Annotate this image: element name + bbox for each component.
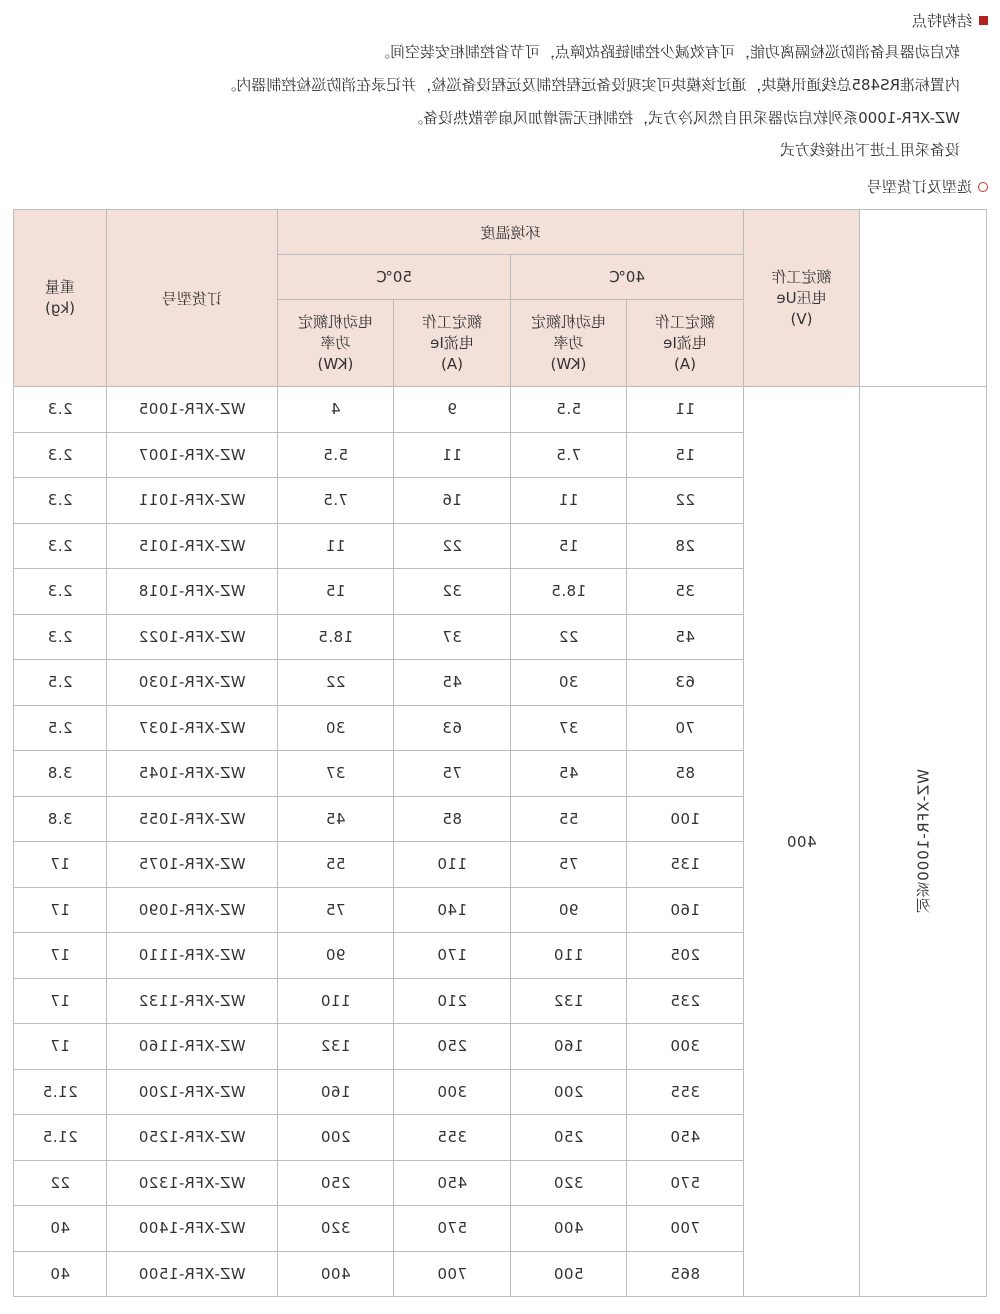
cell-i40: 355: [627, 1069, 744, 1115]
cell-p50: 5.5: [277, 432, 393, 478]
cell-p40: 160: [511, 1024, 627, 1070]
voltage-cell: 400: [744, 387, 860, 1297]
cell-p40: 30: [511, 660, 627, 706]
features-heading: [912, 10, 988, 31]
header-power-50: 电动机额定功率 (KW): [277, 300, 393, 387]
cell-p50: 22: [277, 660, 393, 706]
cell-weight: 21.5: [13, 1069, 106, 1115]
cell-p50: 7.5: [277, 478, 393, 524]
cell-weight: 2.5: [13, 705, 106, 751]
cell-i50: 75: [394, 751, 511, 797]
cell-i40: 11: [627, 387, 744, 433]
cell-i50: 9: [394, 387, 511, 433]
feature-line-1: 软启动器具备消防巡检隔离功能，可有效减少控制链路故障点，可节省控制柜安装空间。: [374, 43, 960, 61]
cell-i40: 865: [627, 1251, 744, 1297]
header-current-40: 额定工作电流Ie (A): [627, 300, 744, 387]
cell-weight: 17: [13, 978, 106, 1024]
cell-p50: 55: [277, 842, 393, 888]
cell-i40: 85: [627, 751, 744, 797]
cell-model: WZ-XFR-1110: [106, 933, 277, 979]
cell-p40: 22: [511, 614, 627, 660]
cell-model: WZ-XFR-1250: [106, 1115, 277, 1161]
cell-weight: 40: [13, 1206, 106, 1252]
cell-p40: 18.5: [511, 569, 627, 615]
cell-p40: 500: [511, 1251, 627, 1297]
cell-i40: 45: [627, 614, 744, 660]
cell-i40: 235: [627, 978, 744, 1024]
cell-weight: 2.3: [13, 432, 106, 478]
cell-p40: 45: [511, 751, 627, 797]
cell-weight: 2.3: [13, 614, 106, 660]
cell-i50: 63: [394, 705, 511, 751]
feature-line-2: 内置标准RS485总线通讯模块，通过该模块可实现设备远程控制及远程设备巡检，并记录在消防巡检控制器内。: [221, 76, 960, 94]
cell-p50: 37: [277, 751, 393, 797]
cell-i50: 570: [394, 1206, 511, 1252]
cell-i40: 570: [627, 1160, 744, 1206]
header-voltage: 额定工作电压Ue (V): [744, 210, 860, 387]
cell-model: WZ-XFR-1007: [106, 432, 277, 478]
cell-weight: 17: [13, 933, 106, 979]
cell-i40: 300: [627, 1024, 744, 1070]
cell-model: WZ-XFR-1045: [106, 751, 277, 797]
cell-i40: 135: [627, 842, 744, 888]
spec-table: [13, 209, 987, 1297]
cell-p50: 4: [277, 387, 393, 433]
header-power-40: 电动机额定功率 (KW): [511, 300, 627, 387]
cell-i50: 140: [394, 887, 511, 933]
cell-p50: 320: [277, 1206, 393, 1252]
cell-weight: 21.5: [13, 1115, 106, 1161]
cell-i40: 100: [627, 796, 744, 842]
cell-p40: 37: [511, 705, 627, 751]
cell-i40: 22: [627, 478, 744, 524]
cell-i50: 22: [394, 523, 511, 569]
cell-p50: 75: [277, 887, 393, 933]
cell-i40: 70: [627, 705, 744, 751]
cell-model: WZ-XFR-1200: [106, 1069, 277, 1115]
cell-p50: 18.5: [277, 614, 393, 660]
cell-i50: 37: [394, 614, 511, 660]
header-temp-50: 50℃: [277, 255, 510, 300]
cell-i40: 205: [627, 933, 744, 979]
cell-i40: 450: [627, 1115, 744, 1161]
cell-model: WZ-XFR-1132: [106, 978, 277, 1024]
cell-weight: 2.3: [13, 523, 106, 569]
header-ambient-temp: 环境温度: [277, 210, 743, 255]
cell-i50: 110: [394, 842, 511, 888]
cell-i50: 210: [394, 978, 511, 1024]
cell-p40: 90: [511, 887, 627, 933]
series-name-cell: [860, 387, 987, 1297]
cell-p40: 15: [511, 523, 627, 569]
cell-i40: 15: [627, 432, 744, 478]
cell-p50: 90: [277, 933, 393, 979]
table-body: [13, 387, 986, 1297]
cell-i40: 35: [627, 569, 744, 615]
cell-p50: 132: [277, 1024, 393, 1070]
cell-model: WZ-XFR-1055: [106, 796, 277, 842]
cell-i50: 85: [394, 796, 511, 842]
cell-i50: 11: [394, 432, 511, 478]
cell-weight: 3.8: [13, 796, 106, 842]
header-model: 订货型号: [106, 210, 277, 387]
table-header: [13, 210, 986, 387]
cell-p40: 75: [511, 842, 627, 888]
feature-line-3: WZ-XFR-1000系列软启动器采用自然风冷方式，控制柜无需增加风扇等散热设备。: [408, 109, 960, 127]
cell-i40: 63: [627, 660, 744, 706]
feature-line-4: 设备采用上进下出接线方式: [779, 141, 960, 159]
cell-i40: 28: [627, 523, 744, 569]
cell-i50: 250: [394, 1024, 511, 1070]
cell-weight: 2.3: [13, 387, 106, 433]
selection-title: 选型及订货型号: [866, 178, 972, 196]
cell-weight: 2.3: [13, 569, 106, 615]
square-bullet-icon: [979, 16, 988, 25]
cell-weight: 17: [13, 842, 106, 888]
cell-p50: 110: [277, 978, 393, 1024]
cell-p40: 110: [511, 933, 627, 979]
cell-weight: 2.3: [13, 478, 106, 524]
cell-model: WZ-XFR-1005: [106, 387, 277, 433]
selection-heading: [867, 176, 988, 197]
cell-i50: 355: [394, 1115, 511, 1161]
cell-weight: 2.5: [13, 660, 106, 706]
cell-model: WZ-XFR-1011: [106, 478, 277, 524]
cell-p50: 160: [277, 1069, 393, 1115]
cell-p50: 15: [277, 569, 393, 615]
cell-weight: 40: [13, 1251, 106, 1297]
cell-p40: 132: [511, 978, 627, 1024]
cell-i50: 300: [394, 1069, 511, 1115]
table-row: [13, 387, 986, 433]
cell-i50: 32: [394, 569, 511, 615]
cell-i50: 170: [394, 933, 511, 979]
cell-p40: 11: [511, 478, 627, 524]
cell-model: WZ-XFR-1018: [106, 569, 277, 615]
cell-model: WZ-XFR-1320: [106, 1160, 277, 1206]
cell-i40: 700: [627, 1206, 744, 1252]
cell-p50: 45: [277, 796, 393, 842]
series-name: WZ-XFR-1000系列: [914, 769, 933, 914]
cell-p40: 5.5: [511, 387, 627, 433]
cell-p50: 30: [277, 705, 393, 751]
cell-p50: 250: [277, 1160, 393, 1206]
cell-p40: 7.5: [511, 432, 627, 478]
cell-p50: 200: [277, 1115, 393, 1161]
cell-model: WZ-XFR-1015: [106, 523, 277, 569]
cell-model: WZ-XFR-1160: [106, 1024, 277, 1070]
cell-weight: 22: [13, 1160, 106, 1206]
header-temp-40: 40℃: [511, 255, 744, 300]
cell-p50: 11: [277, 523, 393, 569]
cell-i40: 160: [627, 887, 744, 933]
cell-model: WZ-XFR-1030: [106, 660, 277, 706]
circle-bullet-icon: [978, 182, 988, 192]
header-weight: 重量 (kg): [13, 210, 106, 387]
features-title: 结构特点: [911, 12, 972, 30]
header-series: [860, 210, 987, 387]
cell-p50: 400: [277, 1251, 393, 1297]
cell-i50: 16: [394, 478, 511, 524]
cell-p40: 200: [511, 1069, 627, 1115]
cell-model: WZ-XFR-1075: [106, 842, 277, 888]
cell-i50: 700: [394, 1251, 511, 1297]
cell-model: WZ-XFR-1400: [106, 1206, 277, 1252]
header-current-50: 额定工作电流Ie (A): [394, 300, 511, 387]
cell-weight: 17: [13, 1024, 106, 1070]
cell-p40: 320: [511, 1160, 627, 1206]
cell-p40: 250: [511, 1115, 627, 1161]
cell-model: WZ-XFR-1090: [106, 887, 277, 933]
cell-weight: 3.8: [13, 751, 106, 797]
cell-i50: 450: [394, 1160, 511, 1206]
cell-p40: 55: [511, 796, 627, 842]
cell-model: WZ-XFR-1500: [106, 1251, 277, 1297]
cell-model: WZ-XFR-1022: [106, 614, 277, 660]
cell-model: WZ-XFR-1037: [106, 705, 277, 751]
cell-i50: 45: [394, 660, 511, 706]
cell-p40: 400: [511, 1206, 627, 1252]
cell-weight: 17: [13, 887, 106, 933]
